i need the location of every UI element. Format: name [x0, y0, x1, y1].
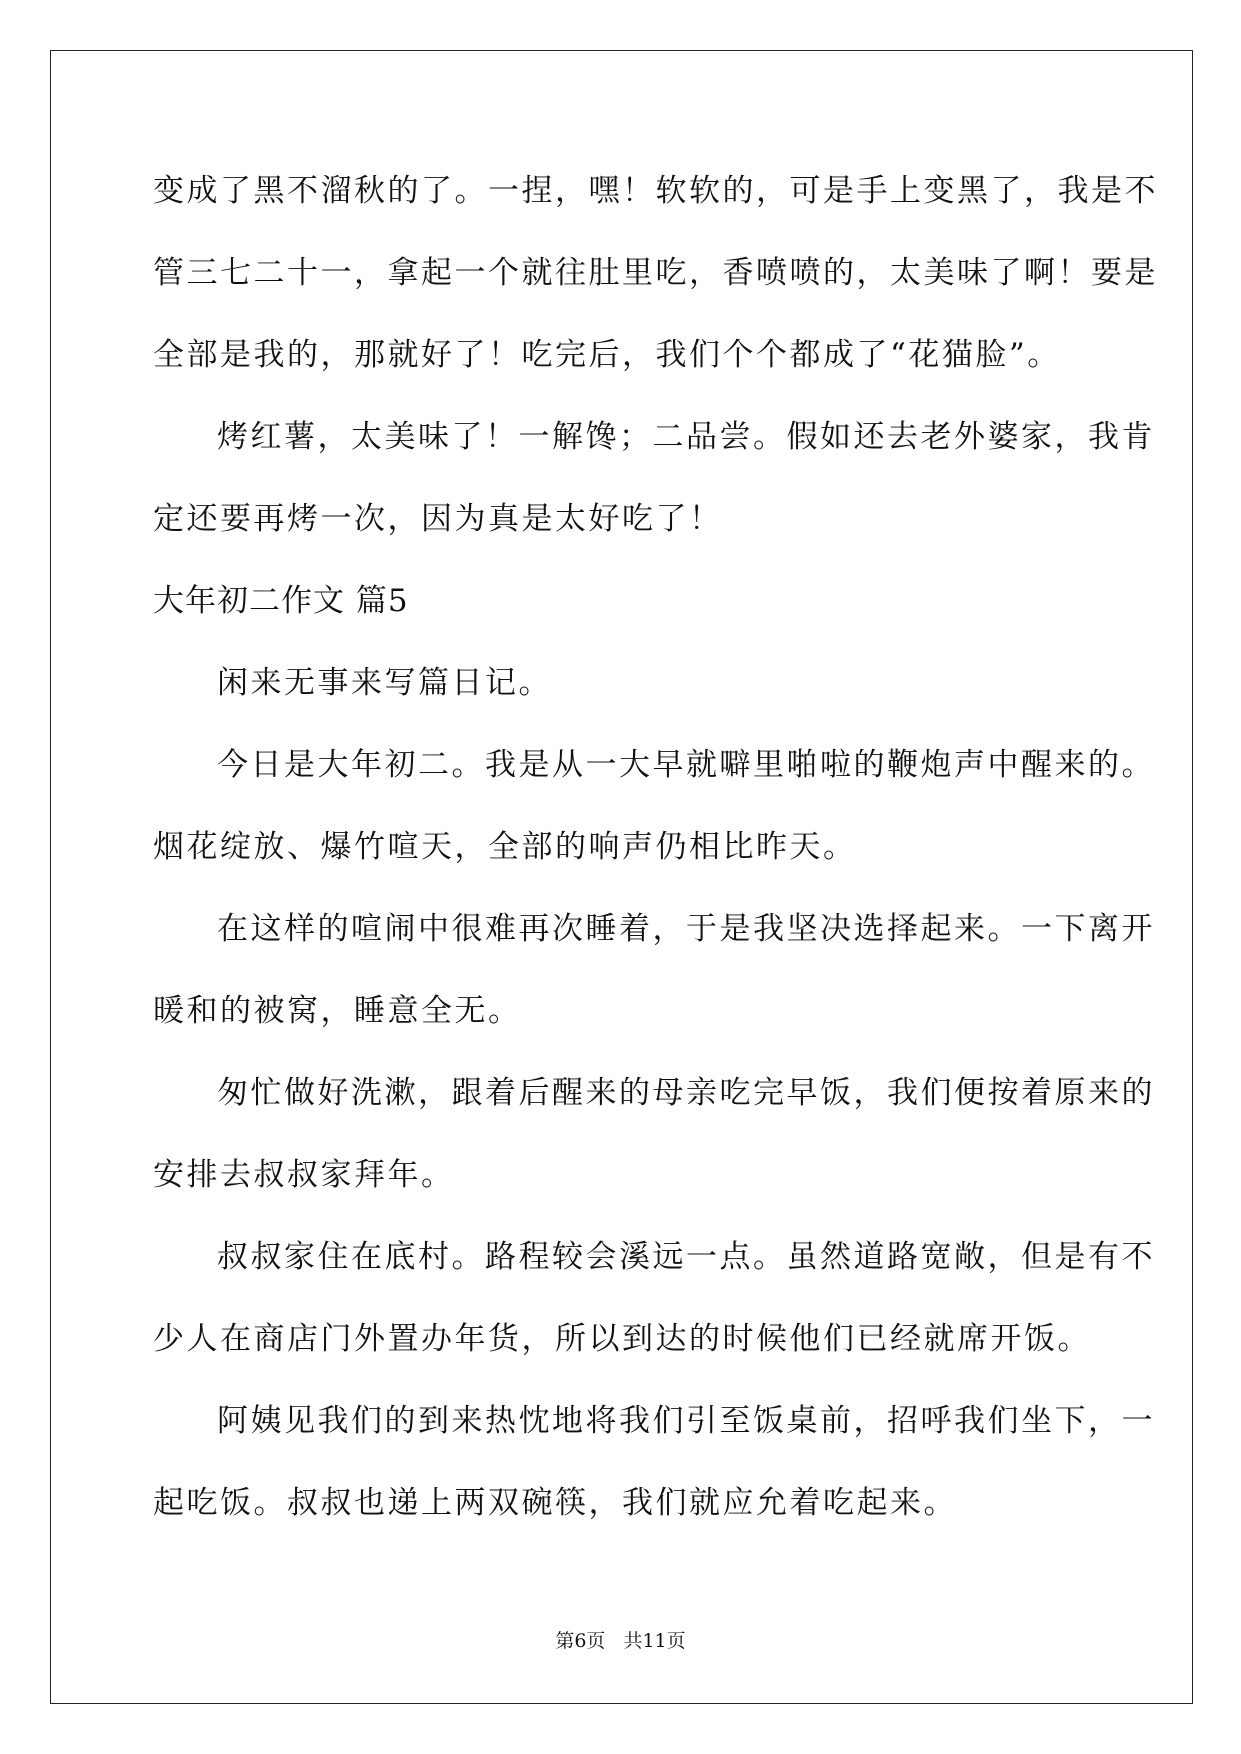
paragraph-line: 起吃饭。叔叔也递上两双碗筷，我们就应允着吃起来。	[153, 1485, 957, 1521]
paragraph-line: 叔叔家住在底村。路程较会溪远一点。虽然道路宽敞，但是有不	[217, 1239, 1155, 1275]
paragraph-line: 阿姨见我们的到来热忱地将我们引至饭桌前，招呼我们坐下，一	[217, 1403, 1155, 1439]
document-body	[153, 150, 1158, 1544]
paragraph-line: 全部是我的，那就好了！吃完后，我们个个都成了“花猫脸”。	[153, 337, 1061, 373]
paragraph-line: 暖和的被窝，睡意全无。	[153, 993, 522, 1029]
paragraph-line: 管三七二十一，拿起一个就往肚里吃，香喷喷的，太美味了啊！要是	[153, 255, 1158, 291]
paragraph-line: 定还要再烤一次，因为真是太好吃了！	[153, 501, 723, 537]
paragraph-line: 少人在商店门外置办年货，所以到达的时候他们已经就席开饭。	[153, 1321, 1091, 1357]
paragraph-line: 烤红薯，太美味了！一解馋；二品尝。假如还去老外婆家，我肯	[217, 419, 1155, 455]
paragraph-line: 今日是大年初二。我是从一大早就噼里啪啦的鞭炮声中醒来的。	[217, 747, 1155, 783]
section-heading: 大年初二作文 篇5	[153, 583, 409, 619]
paragraph-line: 安排去叔叔家拜年。	[153, 1157, 455, 1193]
page-total: 共11页	[623, 1630, 686, 1652]
paragraph-line: 烟花绽放、爆竹喧天，全部的响声仍相比昨天。	[153, 829, 857, 865]
page-number: 第6页	[555, 1630, 606, 1652]
paragraph-line: 在这样的喧闹中很难再次睡着，于是我坚决选择起来。一下离开	[217, 911, 1155, 947]
paragraph-line: 闲来无事来写篇日记。	[217, 665, 552, 701]
page-footer	[0, 1626, 1241, 1653]
paragraph-line: 匆忙做好洗漱，跟着后醒来的母亲吃完早饭，我们便按着原来的	[217, 1075, 1155, 1111]
paragraph-line: 变成了黑不溜秋的了。一捏，嘿！软软的，可是手上变黑了，我是不	[153, 173, 1158, 209]
